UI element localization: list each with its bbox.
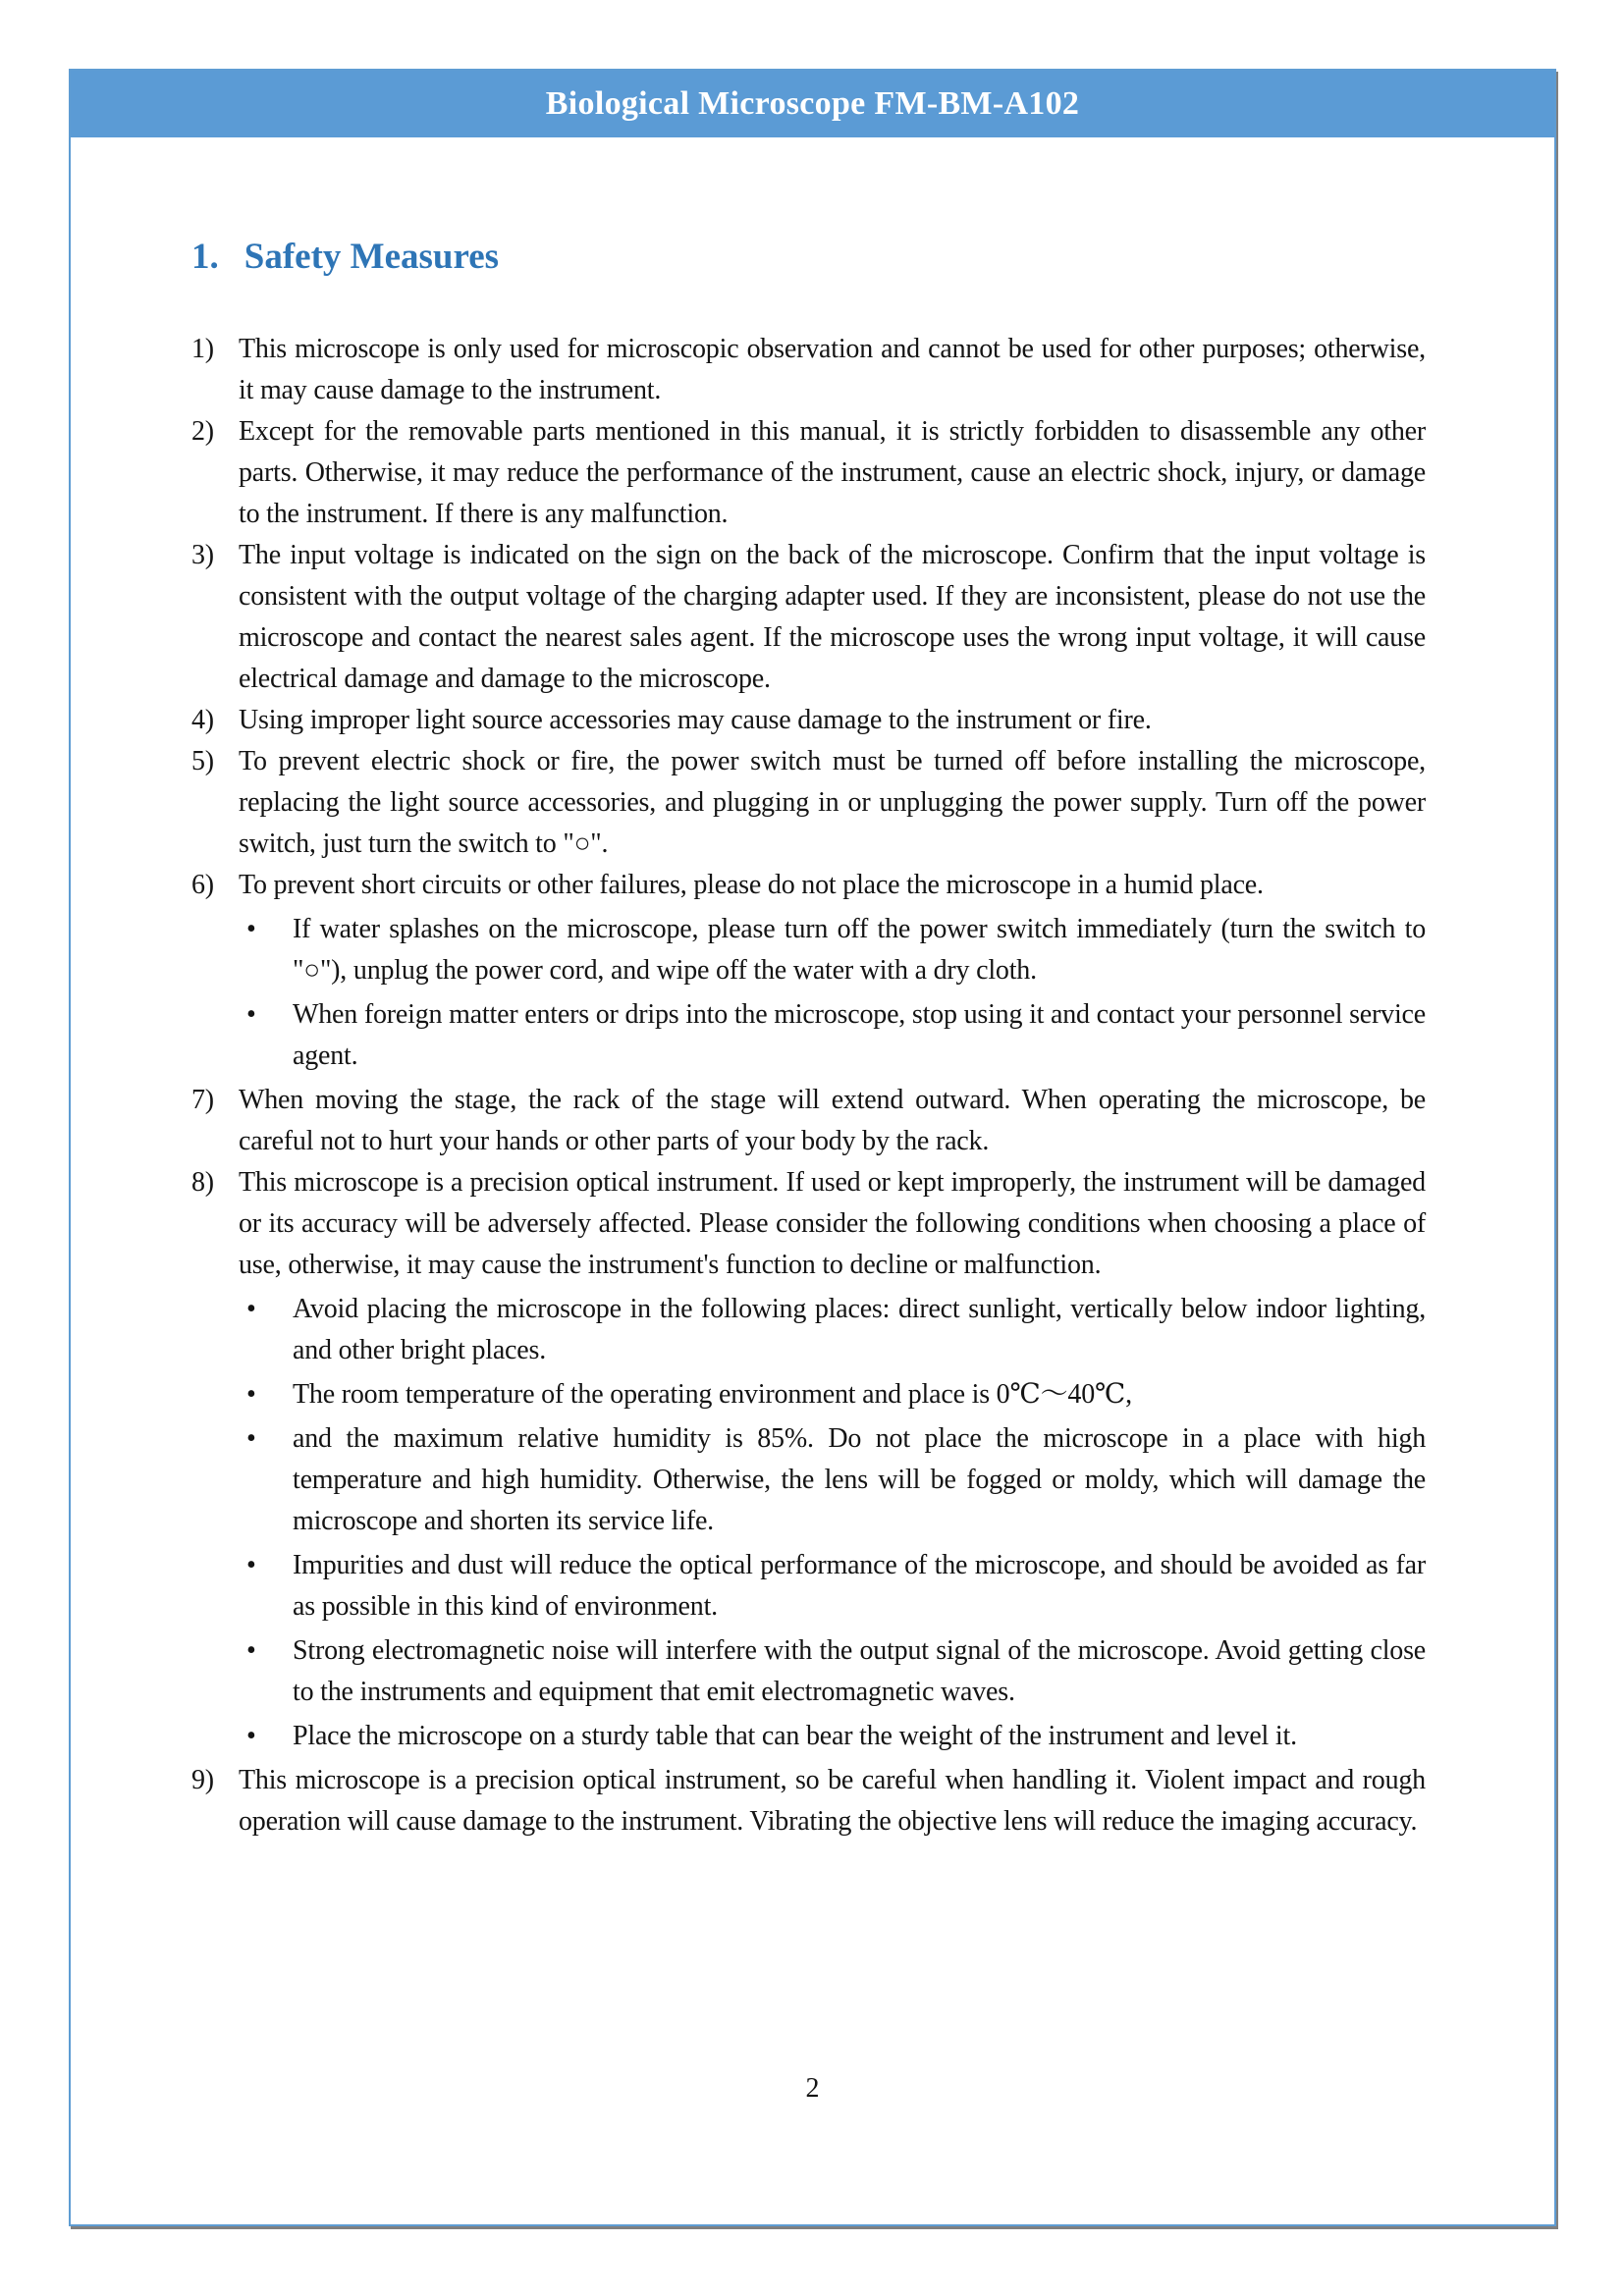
bullet-icon: • [246, 999, 256, 1030]
list-item-number: 1) [191, 334, 214, 364]
list-item-number: 4) [191, 705, 214, 735]
bullet-icon: • [246, 1721, 256, 1751]
list-item-number: 5) [191, 746, 214, 776]
bullet-text: Avoid placing the microscope in the following places: direct sunlight, vertically below indoor lighting, and other bright places. [293, 1294, 1426, 1365]
section-number: 1. [191, 237, 219, 277]
bullet-text: Strong electromagnetic noise will interfere with the output signal of the microscope. Avoid getting close to the instruments and equipment that emit electromagnetic waves. [293, 1635, 1426, 1707]
safety-measures-list [191, 329, 1426, 1842]
bullet-item [239, 1716, 1426, 1757]
document-page [69, 69, 1556, 2226]
list-item-text: To prevent short circuits or other failures, please do not place the microscope in a humid place. [239, 870, 1264, 900]
bullet-text: and the maximum relative humidity is 85%. Do not place the microscope in a place with high temperature and high humidity. Otherwise, the lens will be fogged or moldy, which will damage the microscope and shorten its service life. [293, 1423, 1426, 1536]
bullet-icon: • [246, 1635, 256, 1666]
section-title: Safety Measures [244, 237, 500, 277]
section-heading [191, 236, 1426, 278]
list-item-text: The input voltage is indicated on the sign on the back of the microscope. Confirm that the input voltage is consistent with the output voltage of the charging adapter used. If they are inconsistent, please do not use the microscope and contact the nearest sales agent. If the microscope uses the wrong input voltage, it will cause electrical damage and damage to the microscope. [239, 540, 1426, 694]
list-item [191, 535, 1426, 700]
bullet-item [239, 994, 1426, 1077]
list-item [191, 865, 1426, 1080]
bullet-icon: • [246, 914, 256, 944]
bullet-item [239, 909, 1426, 991]
list-item-text: To prevent electric shock or fire, the power switch must be turned off before installing the microscope, replacing the light source accessories, and plugging in or unplugging the power supply. Turn off the power switch, just turn the switch to "○". [239, 746, 1426, 859]
list-item [191, 741, 1426, 865]
page-number: 2 [805, 2073, 820, 2104]
bullet-item [239, 1418, 1426, 1542]
document-header-bar [71, 71, 1554, 137]
bullet-icon: • [246, 1294, 256, 1324]
list-item [191, 329, 1426, 411]
list-item-text: This microscope is a precision optical instrument. If used or kept improperly, the instrument will be damaged or its accuracy will be adversely affected. Please consider the following conditions when choosing a place of use, otherwise, it may cause the instrument's function to decline or malfunction. [239, 1167, 1426, 1280]
list-item [191, 1080, 1426, 1162]
list-item-text: This microscope is a precision optical instrument, so be careful when handling it. Violent impact and rough operation will cause damage to the instrument. Vibrating the objective lens will reduce the imaging accuracy. [239, 1765, 1426, 1837]
bullet-item [239, 1289, 1426, 1371]
list-item [191, 411, 1426, 535]
list-item-number: 3) [191, 540, 214, 570]
bullet-item [239, 1545, 1426, 1628]
bullet-text: Place the microscope on a sturdy table that can bear the weight of the instrument and level it. [293, 1721, 1297, 1751]
bullet-item [239, 1374, 1426, 1415]
list-item-number: 7) [191, 1085, 214, 1115]
list-item-number: 8) [191, 1167, 214, 1198]
bullet-icon: • [246, 1423, 256, 1454]
bullet-icon: • [246, 1550, 256, 1580]
bullet-text: The room temperature of the operating environment and place is 0℃～40℃, [293, 1379, 1132, 1410]
list-item [191, 1760, 1426, 1842]
document-title: Biological Microscope FM-BM-A102 [545, 85, 1080, 122]
list-item [191, 1162, 1426, 1760]
bullet-text: When foreign matter enters or drips into the microscope, stop using it and contact your personnel service agent. [293, 999, 1426, 1071]
list-item-number: 6) [191, 870, 214, 900]
list-item-text: This microscope is only used for microscopic observation and cannot be used for other purposes; otherwise, it may cause damage to the instrument. [239, 334, 1426, 405]
list-item-text: Using improper light source accessories may cause damage to the instrument or fire. [239, 705, 1152, 735]
list-item-text: Except for the removable parts mentioned in this manual, it is strictly forbidden to disassemble any other parts. Otherwise, it may reduce the performance of the instrument, cause an electric shock, injury, or damage to the instrument. If there is any malfunction. [239, 416, 1426, 529]
list-item [191, 700, 1426, 741]
list-item-number: 9) [191, 1765, 214, 1795]
bullet-text: If water splashes on the microscope, please turn off the power switch immediately (turn the switch to "○"), unplug the power cord, and wipe off the water with a dry cloth. [293, 914, 1426, 986]
list-item-number: 2) [191, 416, 214, 447]
bullet-item [239, 1630, 1426, 1713]
list-item-text: When moving the stage, the rack of the stage will extend outward. When operating the microscope, be careful not to hurt your hands or other parts of your body by the rack. [239, 1085, 1426, 1156]
bullet-text: Impurities and dust will reduce the optical performance of the microscope, and should be avoided as far as possible in this kind of environment. [293, 1550, 1426, 1622]
bullet-icon: • [246, 1379, 256, 1410]
